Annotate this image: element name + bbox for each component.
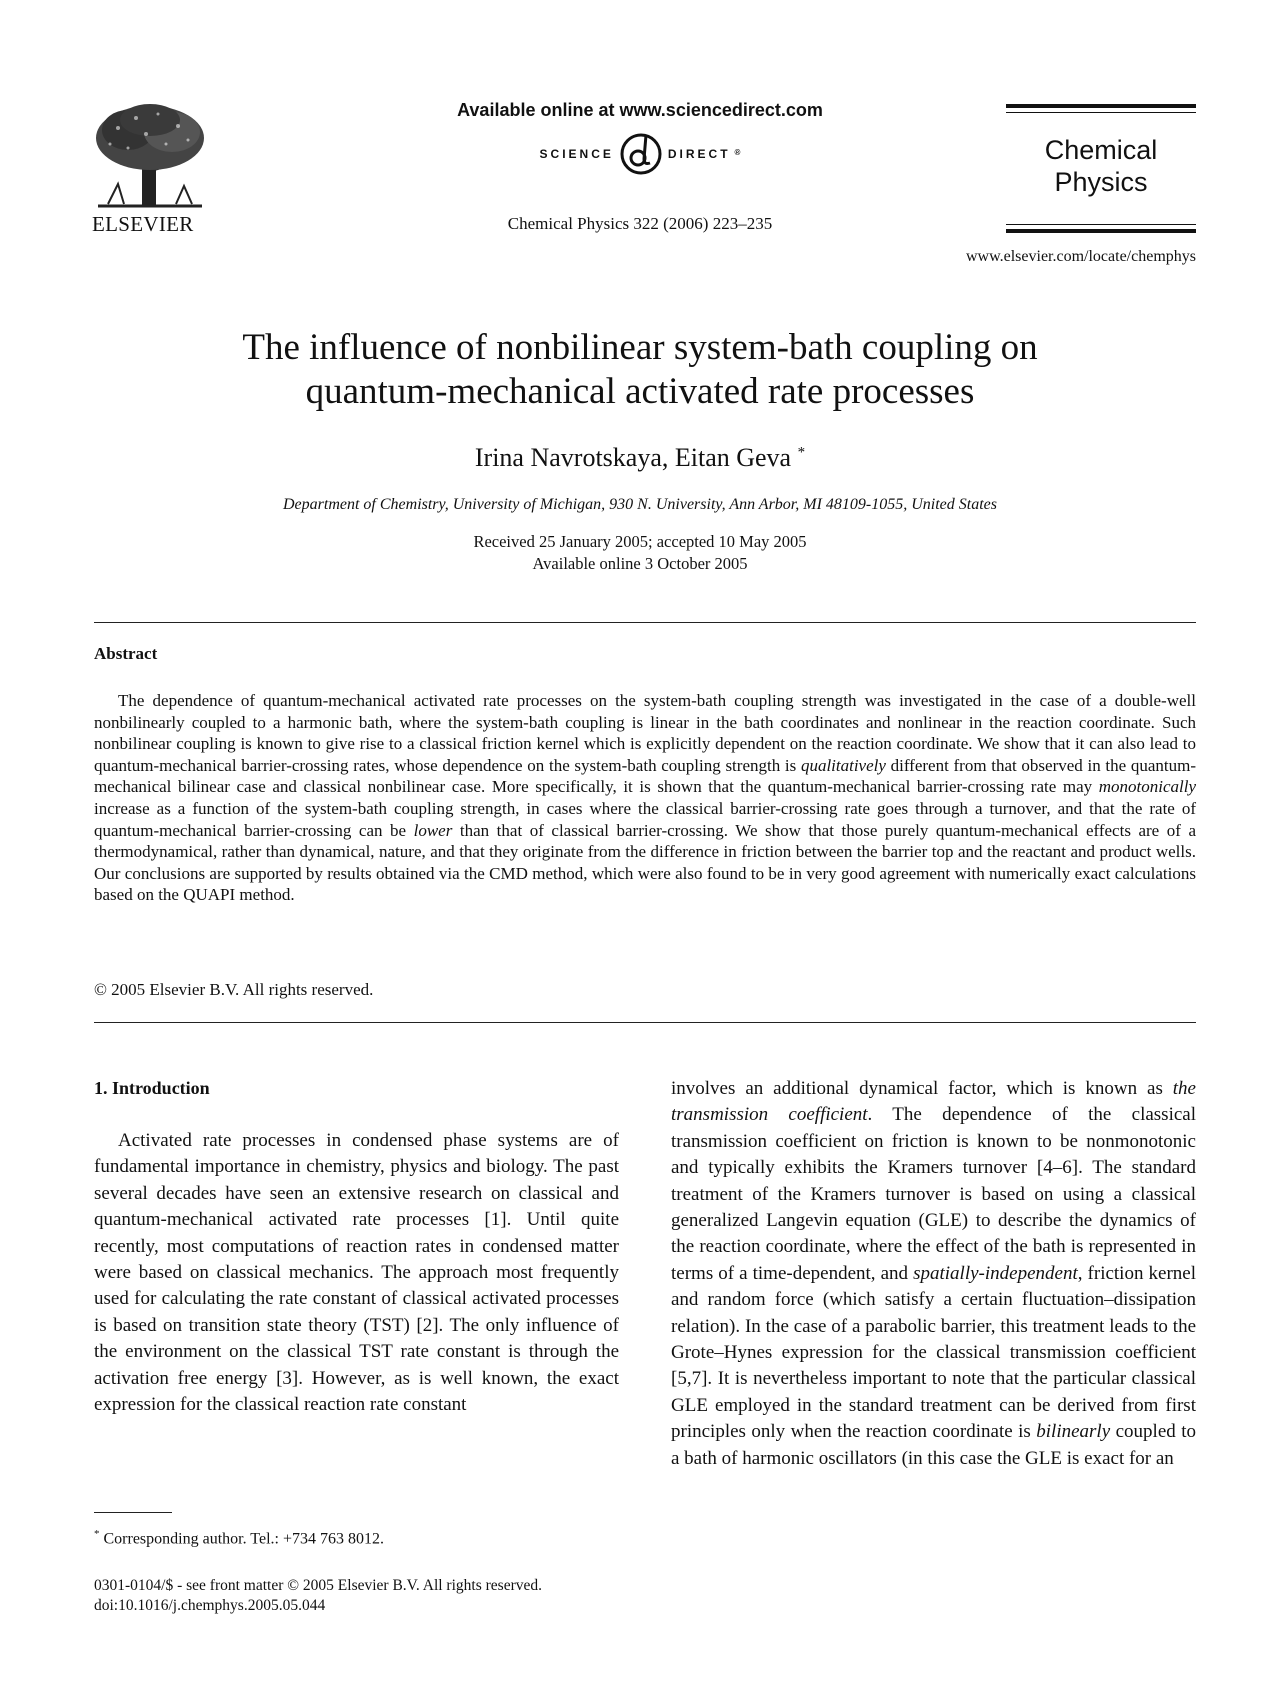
- abstract-text: increase as a function of the system-bath coupling strength, in cases where the classical barrier-crossing rate goes through a turnover, and that the rate of quantum-mechanical barrier-crossing can be: [94, 798, 1196, 840]
- front-matter: [94, 1576, 542, 1616]
- abstract-text: The dependence of quantum-mechanical activated rate processes on the system-bath coupling strength was investigated in the case of a double-well nonbilinearly coupled to a harmonic bath, where the system-bath coupling is linear in the bath coordinates and nonlinear in the reaction coordinate. Such nonbilinear coupling is known to give rise to a classical friction kernel which is explicitly dependent on the reaction coordinate. We show that it can also lead to quantum-mechanical barrier-crossing rates, whose dependence on the system-bath coupling strength is: [94, 691, 1196, 775]
- intro-text: , friction kernel and random force (which satisfy a certain fluctuation–dissipation relation). In the case of a parabolic barrier, this treatment leads to the Grote–Hynes expression for the classical transmission coefficient [5,7]. It is nevertheless important to note that the particular classical GLE employed in the standard treatment can be derived from first principles only when the reaction coordinate is: [671, 1262, 1196, 1443]
- abstract-bottom-rule: [94, 1022, 1196, 1023]
- author-list: [100, 443, 1180, 473]
- journal-name-line2: Physics: [1054, 167, 1148, 197]
- intro-right-column: [671, 1076, 1196, 1472]
- abstract-heading: Abstract: [94, 644, 158, 663]
- available-online-text[interactable]: Available online at www.sciencedirect.com: [457, 100, 823, 120]
- abstract-top-rule: [94, 622, 1196, 623]
- title-line-2: quantum-mechanical activated rate processes: [305, 371, 975, 412]
- abstract-emphasis: lower: [413, 820, 453, 840]
- intro-paragraph: Activated rate processes in condensed phase systems are of fundamental importance in chemistry, physics and biology. The past several decades have seen an extensive research on classical and quantum-mechanical activated rate processes [1]. Until quite recently, most computations of reaction rates in condensed matter were based on classical mechanics. The approach most frequently used for calculating the rate constant of classical activated processes is based on transition state theory (TST) [2]. The only influence of the environment on the classical TST rate constant is through the activation free energy [3]. However, as is well known, the exact expression for the classical reaction rate constant: [94, 1130, 619, 1416]
- article-dates: [100, 531, 1180, 575]
- journal-rule-bottom-thin: [1006, 224, 1196, 225]
- abstract-paragraph: [94, 690, 1196, 906]
- issn-line: 0301-0104/$ - see front matter © 2005 Elsevier B.V. All rights reserved.: [94, 1577, 542, 1594]
- registered-mark: ®: [734, 147, 741, 157]
- title-line-1: The influence of nonbilinear system-bath coupling on: [242, 327, 1038, 368]
- intro-text: involves an additional dynamical factor, which is known as: [671, 1078, 1173, 1099]
- intro-paragraph-continued: [671, 1076, 1196, 1472]
- sd-left-word: SCIENCE: [539, 147, 614, 161]
- publisher-name: ELSEVIER: [92, 212, 194, 236]
- intro-emphasis: the transmission coefficient: [671, 1078, 1196, 1126]
- abstract-emphasis: monotonically: [1098, 777, 1196, 797]
- abstract-text: than that of classical barrier-crossing. We show that those purely quantum-mechanical effects are of a thermodynamical, rather than dynamical, nature, and that they originate from the difference in friction between the barrier top and the reactant and product wells. Our conclusions are supported by results obtained via the CMD method, which were also found to be in very good agreement with numerically exact calculations based on the QUAPI method.: [94, 820, 1197, 905]
- journal-rule-top-thin: [1006, 112, 1196, 113]
- footnote-mark: *: [94, 1528, 100, 1540]
- corresponding-author-mark[interactable]: *: [797, 444, 806, 461]
- journal-citation: Chemical Physics 322 (2006) 223–235: [507, 214, 773, 233]
- abstract-body: [94, 690, 1196, 906]
- online-date: Available online 3 October 2005: [532, 554, 748, 573]
- journal-url[interactable]: www.elsevier.com/locate/chemphys: [966, 248, 1196, 265]
- footnote-rule: [94, 1512, 172, 1513]
- journal-rule-bottom: [1006, 229, 1196, 233]
- intro-emphasis: spatially-independent: [913, 1262, 1078, 1284]
- intro-left-column: [94, 1128, 619, 1418]
- sciencedirect-at-icon: [618, 129, 664, 179]
- doi-link[interactable]: doi:10.1016/j.chemphys.2005.05.044: [94, 1597, 326, 1614]
- authors-text: Irina Navrotskaya, Eitan Geva: [474, 443, 792, 472]
- footnote-text: Corresponding author. Tel.: +734 763 8012.: [103, 1530, 384, 1548]
- abstract-text: different from that observed in the quantum-mechanical bilinear case and classical nonbilinear case. More specifically, it is shown that the quantum-mechanical barrier-crossing rate may: [94, 755, 1197, 797]
- article-title: [100, 326, 1180, 414]
- abstract-copyright: © 2005 Elsevier B.V. All rights reserved.: [94, 980, 374, 999]
- abstract-emphasis: qualitatively: [800, 755, 886, 775]
- corresponding-author-footnote: [94, 1528, 384, 1548]
- journal-name-line1: Chemical: [1044, 135, 1158, 165]
- journal-name: [1006, 134, 1196, 198]
- affiliation: Department of Chemistry, University of Michigan, 930 N. University, Ann Arbor, MI 48109-1055, United States: [282, 496, 997, 513]
- section-heading-introduction: 1. Introduction: [94, 1078, 210, 1098]
- received-date: Received 25 January 2005; accepted 10 May 2005: [473, 532, 807, 551]
- intro-text: coupled to a bath of harmonic oscillators (in this case the GLE is exact for an: [671, 1421, 1196, 1469]
- sd-right-word: DIRECT: [667, 147, 731, 161]
- intro-text: . The dependence of the classical transmission coefficient on friction is known to be nonmonotonic and typically exhibits the Kramers turnover [4–6]. The standard treatment of the Kramers turnover is based on using a classical generalized Langevin equation (GLE) to describe the dynamics of the reaction coordinate, where the effect of the bath is represented in terms of a time-dependent, and: [671, 1104, 1196, 1284]
- intro-emphasis: bilinearly: [1036, 1421, 1111, 1443]
- journal-rule-top: [1006, 104, 1196, 108]
